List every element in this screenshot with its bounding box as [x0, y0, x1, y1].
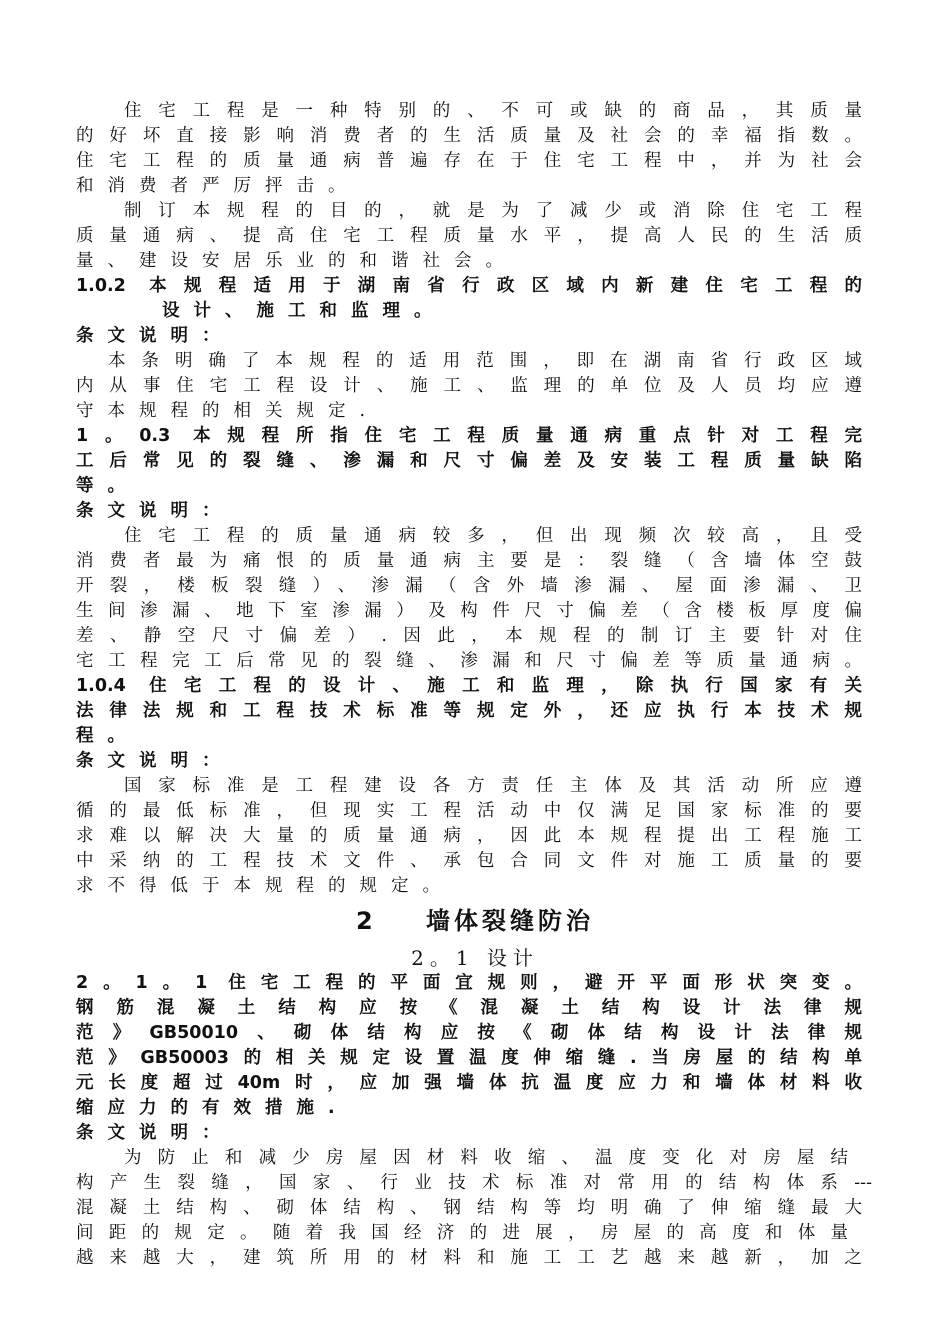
- paragraph-line: 求难以解决大量的质量通病，因此本规程提出工程施工: [76, 826, 862, 846]
- clause-heading: 元长度超过40m时，应加强墙体抗温度应力和墙体材料收: [76, 1073, 862, 1093]
- clause-heading: 钢筋混凝土结构应按《混凝土结构设计法律规: [76, 998, 862, 1018]
- explanation-label: 条文说明：: [76, 326, 234, 346]
- clause-heading: 程。: [76, 726, 139, 746]
- paragraph-line: 的好坏直接影响消费者的生活质量及社会的幸福指数。: [76, 126, 862, 146]
- clause-heading: 工后常见的裂缝、渗漏和尺寸偏差及安装工程质量缺陷: [76, 451, 862, 471]
- clause-heading: 2。1。1 住宅工程的平面宜规则，避开平面形状突变。: [76, 973, 862, 993]
- paragraph-line: 量、建设安居乐业的和谐社会。: [76, 251, 517, 271]
- paragraph-line: 住宅工程是一种特别的、不可或缺的商品，其质量: [124, 101, 862, 121]
- paragraph-line: 和消费者严厉抨击。: [76, 176, 360, 196]
- section-title: 2。1 设计: [411, 946, 539, 970]
- paragraph-line: 本条明确了本规程的适用范围，即在湖南省行政区域: [108, 351, 862, 371]
- paragraph-line: 循的最低标准，但现实工程活动中仅满足国家标准的要: [76, 801, 862, 821]
- clause-heading: 1.0.2 本规程适用于湖南省行政区域内新建住宅工程的: [76, 276, 862, 296]
- clause-heading: 等。: [76, 476, 139, 496]
- paragraph-line: 质量通病、提高住宅工程质量水平，提高人民的生活质: [76, 226, 862, 246]
- paragraph-line: 消费者最为痛恨的质量通病主要是：裂缝（含墙体空鼓: [76, 551, 862, 571]
- paragraph-line: 混凝土结构、砌体结构、钢结构等均明确了伸缩缝最大: [76, 1198, 862, 1218]
- paragraph-line: 构产生裂缝，国家、行业技术标准对常用的结构体系---: [76, 1173, 872, 1193]
- paragraph-line: 开裂，楼板裂缝）、渗漏（含外墙渗漏、屋面渗漏、卫: [76, 576, 862, 596]
- clause-heading: 法律法规和工程技术标准等规定外，还应执行本技术规: [76, 701, 862, 721]
- paragraph-line: 制订本规程的目的，就是为了减少或消除住宅工程: [124, 201, 862, 221]
- clause-heading: 缩应力的有效措施.: [76, 1098, 349, 1118]
- clause-heading: 1。0.3 本规程所指住宅工程质量通病重点针对工程完: [76, 426, 862, 446]
- explanation-label: 条文说明：: [76, 501, 234, 521]
- paragraph-line: 求不得低于本规程的规定。: [76, 876, 454, 896]
- clause-heading: 设计、施工和监理。: [162, 301, 446, 321]
- clause-heading: 1.0.4 住宅工程的设计、施工和监理，除执行国家有关: [76, 676, 862, 696]
- paragraph-line: 宅工程完工后常见的裂缝、渗漏和尺寸偏差等质量通病。: [76, 651, 862, 671]
- paragraph-line: 中采纳的工程技术文件、承包合同文件对施工质量的要: [76, 851, 862, 871]
- explanation-label: 条文说明：: [76, 751, 234, 771]
- explanation-label: 条文说明：: [76, 1123, 234, 1143]
- paragraph-line: 差、静空尺寸偏差）.因此，本规程的制订主要针对住: [76, 626, 862, 646]
- paragraph-line: 住宅工程的质量通病普遍存在于住宅工程中，并为社会: [76, 151, 862, 171]
- paragraph-line: 越来越大，建筑所用的材料和施工工艺越来越新，加之: [76, 1248, 862, 1268]
- clause-heading: 范》GB50003的相关规定设置温度伸缩缝.当房屋的结构单: [76, 1048, 862, 1068]
- paragraph-line: 间距的规定。随着我国经济的进展，房屋的高度和体量: [76, 1223, 848, 1243]
- paragraph-line: 国家标准是工程建设各方责任主体及其活动所应遵: [124, 776, 862, 796]
- paragraph-line: 守本规程的相关规定.: [76, 401, 380, 421]
- clause-heading: 范》GB50010、砌体结构应按《砌体结构设计法律规: [76, 1023, 862, 1043]
- paragraph-line: 内从事住宅工程设计、施工、监理的单位及人员均应遵: [76, 376, 862, 396]
- paragraph-line: 为防止和减少房屋因材料收缩、温度变化对房屋结: [124, 1148, 848, 1168]
- paragraph-line: 生间渗漏、地下室渗漏）及构件尺寸偏差（含楼板厚度偏: [76, 601, 862, 621]
- chapter-title: 2 墙体裂缝防治: [355, 907, 595, 935]
- paragraph-line: 住宅工程的质量通病较多，但出现频次较高，且受: [124, 526, 862, 546]
